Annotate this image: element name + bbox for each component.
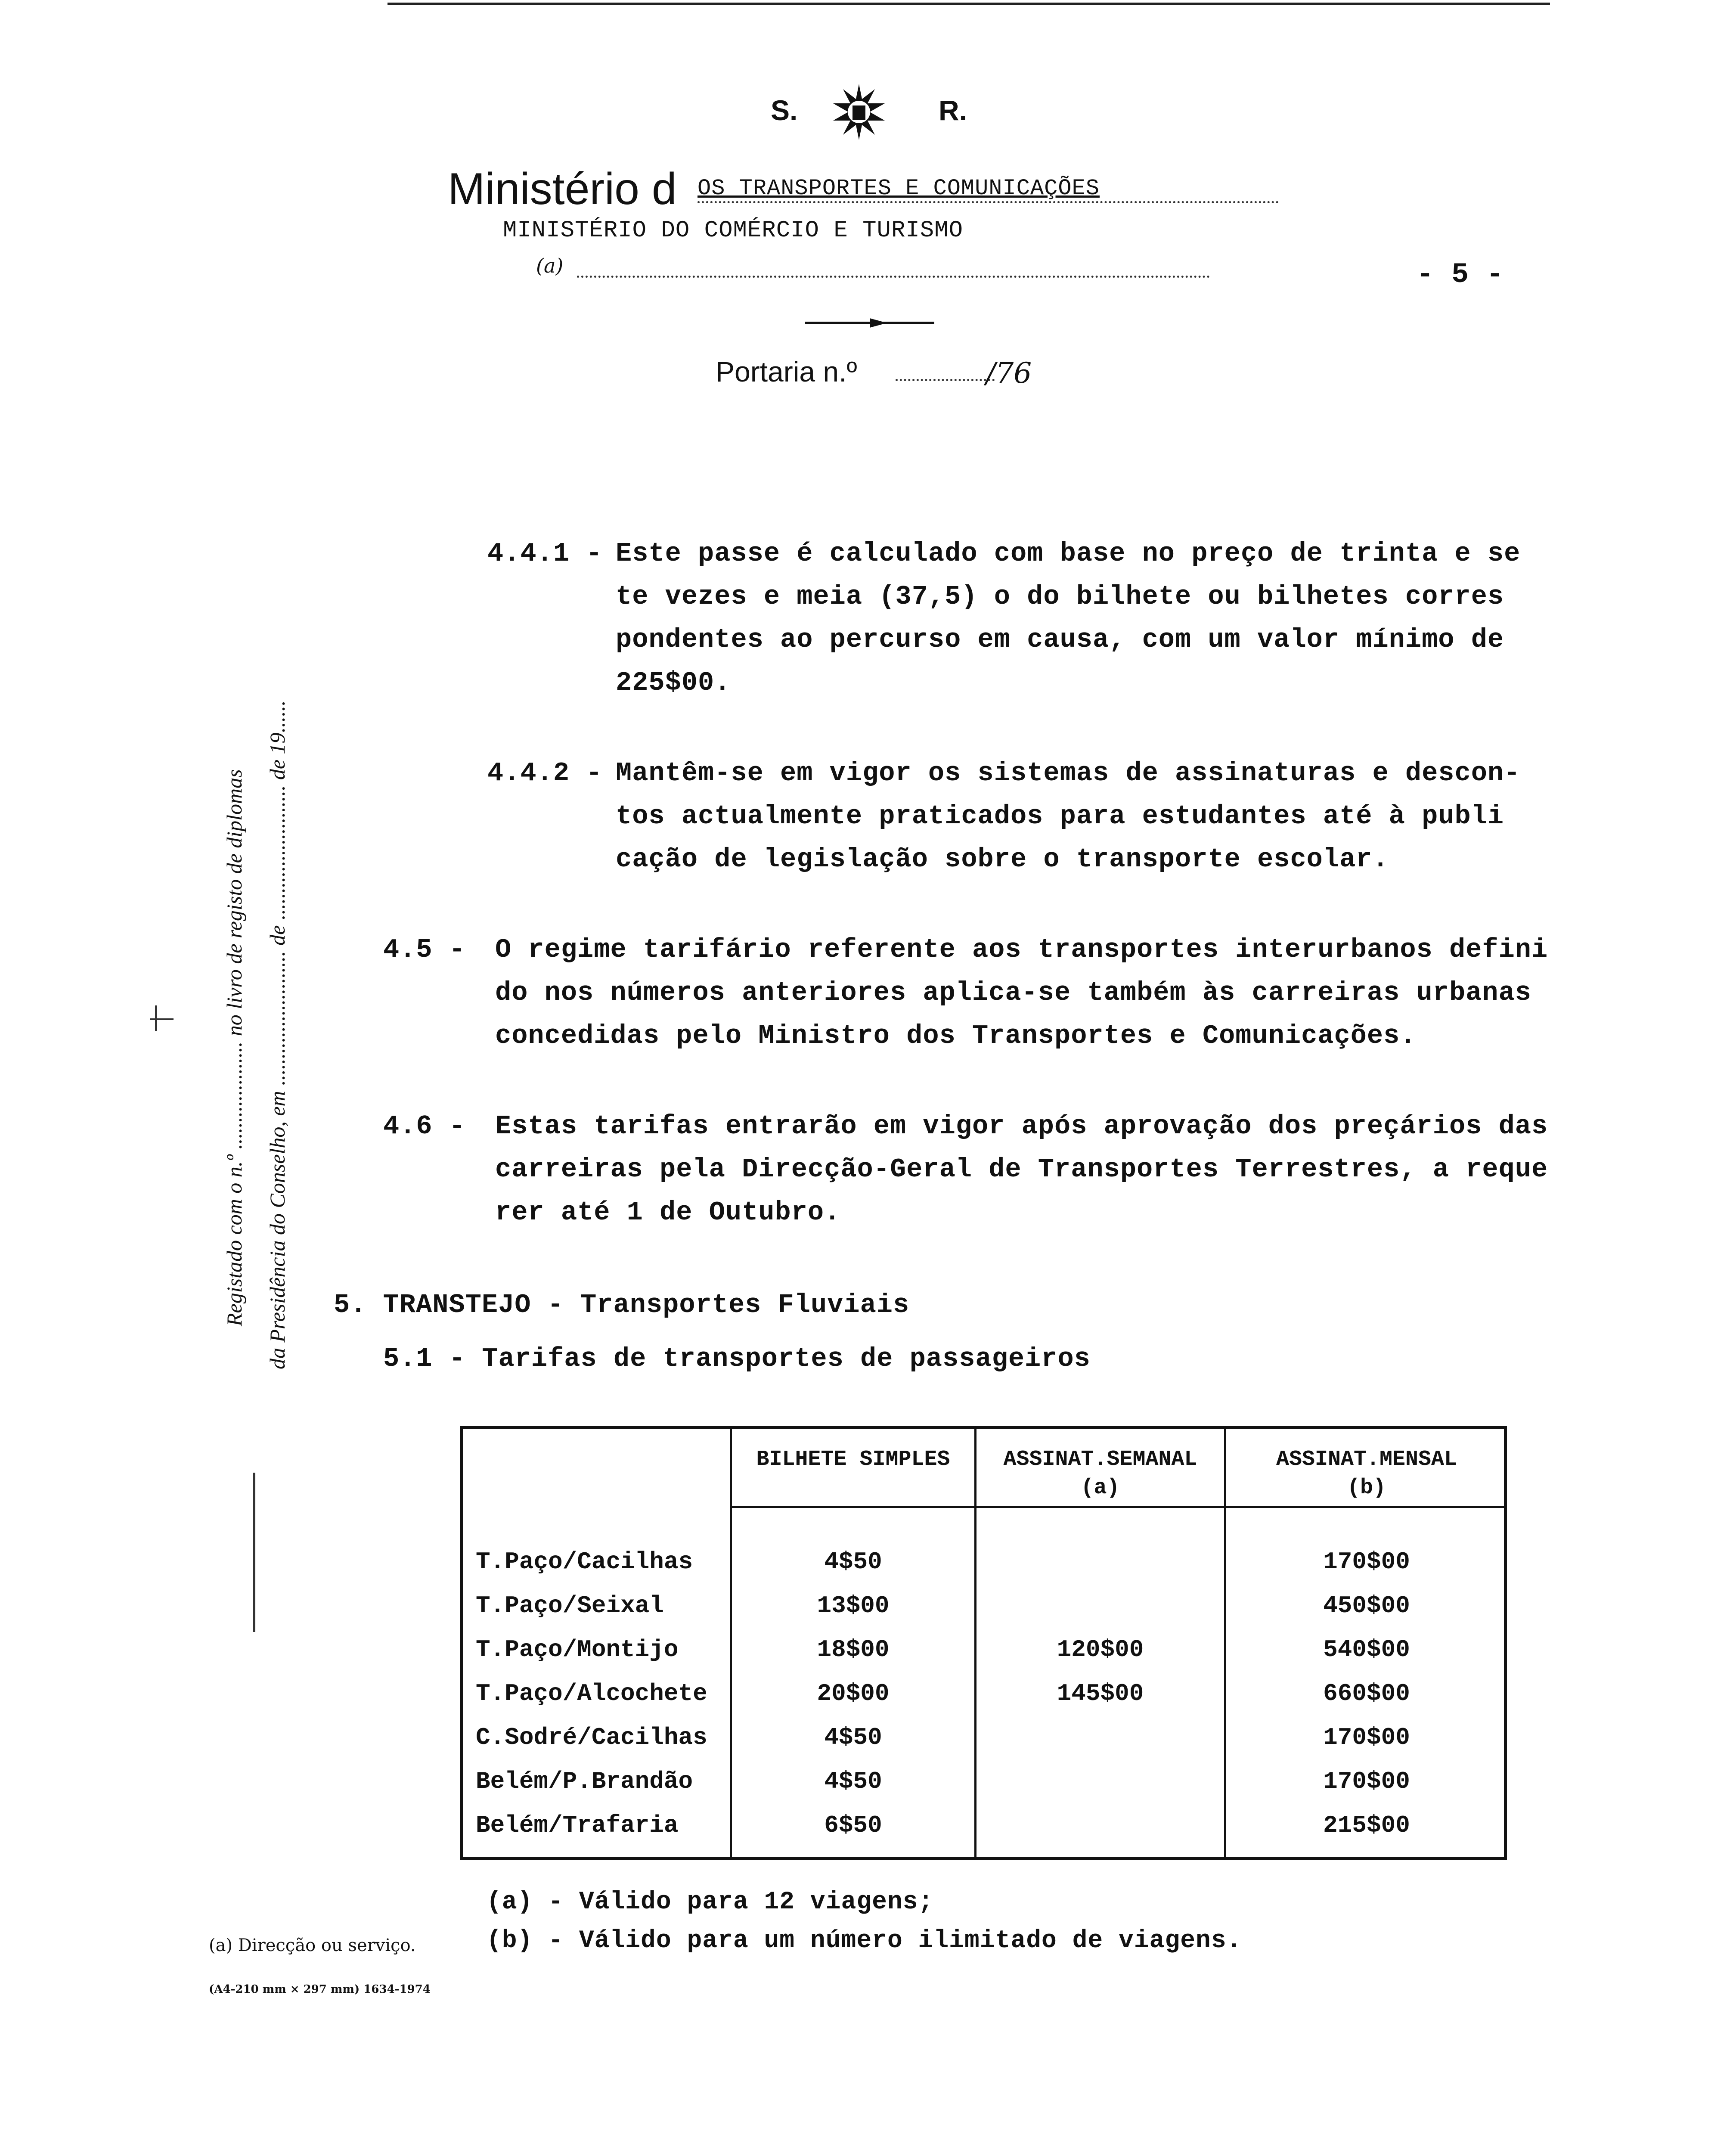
section-4-4-2-line: Mantêm-se em vigor os sistemas de assinaturas e descon- (616, 758, 1521, 788)
note-a: (a) - Válido para 12 viagens; (487, 1888, 934, 1916)
seal-right-text: R. (939, 94, 967, 126)
table-cell-simples: 6$50 (824, 1812, 882, 1839)
section-4-4-1-line: 225$00. (616, 667, 731, 698)
table-header-bilhete-simples: BILHETE SIMPLES (756, 1447, 950, 1472)
table-row-route: Belém/P.Brandão (476, 1768, 693, 1795)
section-4-6-line: carreiras pela Direcção-Geral de Transportes Terrestres, a reque (495, 1154, 1548, 1185)
table-cell-simples: 4$50 (824, 1768, 882, 1795)
table-cell-simples: 4$50 (824, 1724, 882, 1751)
table-header-assinat-mensal-sub: (b) (1347, 1476, 1386, 1500)
margin-mark (253, 1473, 255, 1632)
section-5-1-heading: 5.1 - Tarifas de transportes de passageiros (383, 1343, 1091, 1374)
section-4-6-line: Estas tarifas entrarão em vigor após aprovação dos preçários das (495, 1111, 1548, 1142)
section-4-5-line: do nos números anteriores aplica-se também às carreiras urbanas (495, 977, 1531, 1008)
table-cell-mensal: 215$00 (1323, 1812, 1410, 1839)
table-header-rule (730, 1506, 1504, 1508)
section-5-heading: 5. TRANSTEJO - Transportes Fluviais (334, 1290, 910, 1320)
form-code: (A4-210 mm × 297 mm) 1634-1974 (209, 1983, 431, 1996)
note-b: (b) - Válido para um número ilimitado de viagens. (487, 1927, 1242, 1955)
table-cell-mensal: 660$00 (1323, 1680, 1410, 1707)
portaria-number-field (896, 379, 995, 381)
fare-table (460, 1426, 1507, 1860)
section-4-4-2-number: 4.4.2 - (487, 758, 603, 788)
table-cell-semanal: 145$00 (1057, 1680, 1144, 1707)
table-cell-simples: 13$00 (817, 1592, 890, 1619)
ministry-name: OS TRANSPORTES E COMUNICAÇÕES (698, 176, 1100, 201)
footnote-direccao: (a) Direcção ou serviço. (209, 1936, 416, 1955)
table-cell-mensal: 450$00 (1323, 1592, 1410, 1619)
section-4-5-line: concedidas pelo Ministro dos Transportes e Comunicações. (495, 1021, 1417, 1051)
margin-mark (150, 1018, 174, 1020)
field-a-line (577, 276, 1210, 278)
arrow-ornament (805, 316, 934, 329)
section-4-4-1-number: 4.4.1 - (487, 538, 603, 569)
table-cell-mensal: 170$00 (1323, 1548, 1410, 1576)
table-cell-semanal: 120$00 (1057, 1636, 1144, 1663)
republic-emblem (827, 80, 891, 144)
table-cell-simples: 20$00 (817, 1680, 890, 1707)
table-row-route: T.Paço/Montijo (476, 1636, 679, 1663)
portaria-label: Portaria n.º (716, 356, 857, 388)
ministry-prefix: Ministério d (448, 164, 677, 214)
table-row-route: Belém/Trafaria (476, 1812, 679, 1839)
table-row-route: T.Paço/Alcochete (476, 1680, 707, 1707)
ministry-typed-subtitle: MINISTÉRIO DO COMÉRCIO E TURISMO (503, 217, 963, 244)
table-header-assinat-semanal: ASSINAT.SEMANAL (1003, 1447, 1197, 1472)
table-row-route: C.Sodré/Cacilhas (476, 1724, 707, 1751)
table-cell-mensal: 540$00 (1323, 1636, 1410, 1663)
table-header-assinat-semanal-sub: (a) (1081, 1476, 1120, 1500)
ministry-title (448, 164, 677, 215)
section-4-4-1-line: pondentes ao percurso em causa, com um valor mínimo de (616, 624, 1504, 655)
table-cell-simples: 18$00 (817, 1636, 890, 1663)
section-4-6-line: rer até 1 de Outubro. (495, 1197, 841, 1228)
margin-mark (155, 1005, 157, 1031)
table-row-route: T.Paço/Seixal (476, 1592, 664, 1619)
section-4-5-number: 4.5 - (383, 934, 466, 965)
section-4-4-1-line: Este passe é calculado com base no preço de trinta e se (616, 538, 1521, 569)
side-registry-line-1: Registado com o n.º .................... no livro de registo de diplomas (222, 769, 246, 1326)
top-rule (388, 3, 1550, 5)
section-4-5-line: O regime tarifário referente aos transportes interurbanos defini (495, 934, 1548, 965)
table-cell-mensal: 170$00 (1323, 1768, 1410, 1795)
side-registry-line-2: da Presidência do Conselho, em ......................... de ......................... de 19...... (265, 700, 289, 1369)
table-header-assinat-mensal: ASSINAT.MENSAL (1276, 1447, 1457, 1472)
section-4-6-number: 4.6 - (383, 1111, 466, 1142)
section-4-4-2-line: cação de legislação sobre o transporte escolar. (616, 844, 1389, 875)
table-row-route: T.Paço/Cacilhas (476, 1548, 693, 1576)
seal-left-text: S. (771, 94, 798, 126)
page-number: - 5 - (1417, 258, 1504, 291)
table-cell-mensal: 170$00 (1323, 1724, 1410, 1751)
ministry-name-field (698, 176, 1279, 203)
section-4-4-2-line: tos actualmente praticados para estudantes até à publi (616, 801, 1504, 831)
field-a-label: (a) (536, 254, 564, 277)
section-4-4-1-line: te vezes e meia (37,5) o do bilhete ou bilhetes corres (616, 581, 1504, 612)
portaria-number: /76 (986, 357, 1032, 390)
table-cell-simples: 4$50 (824, 1548, 882, 1576)
